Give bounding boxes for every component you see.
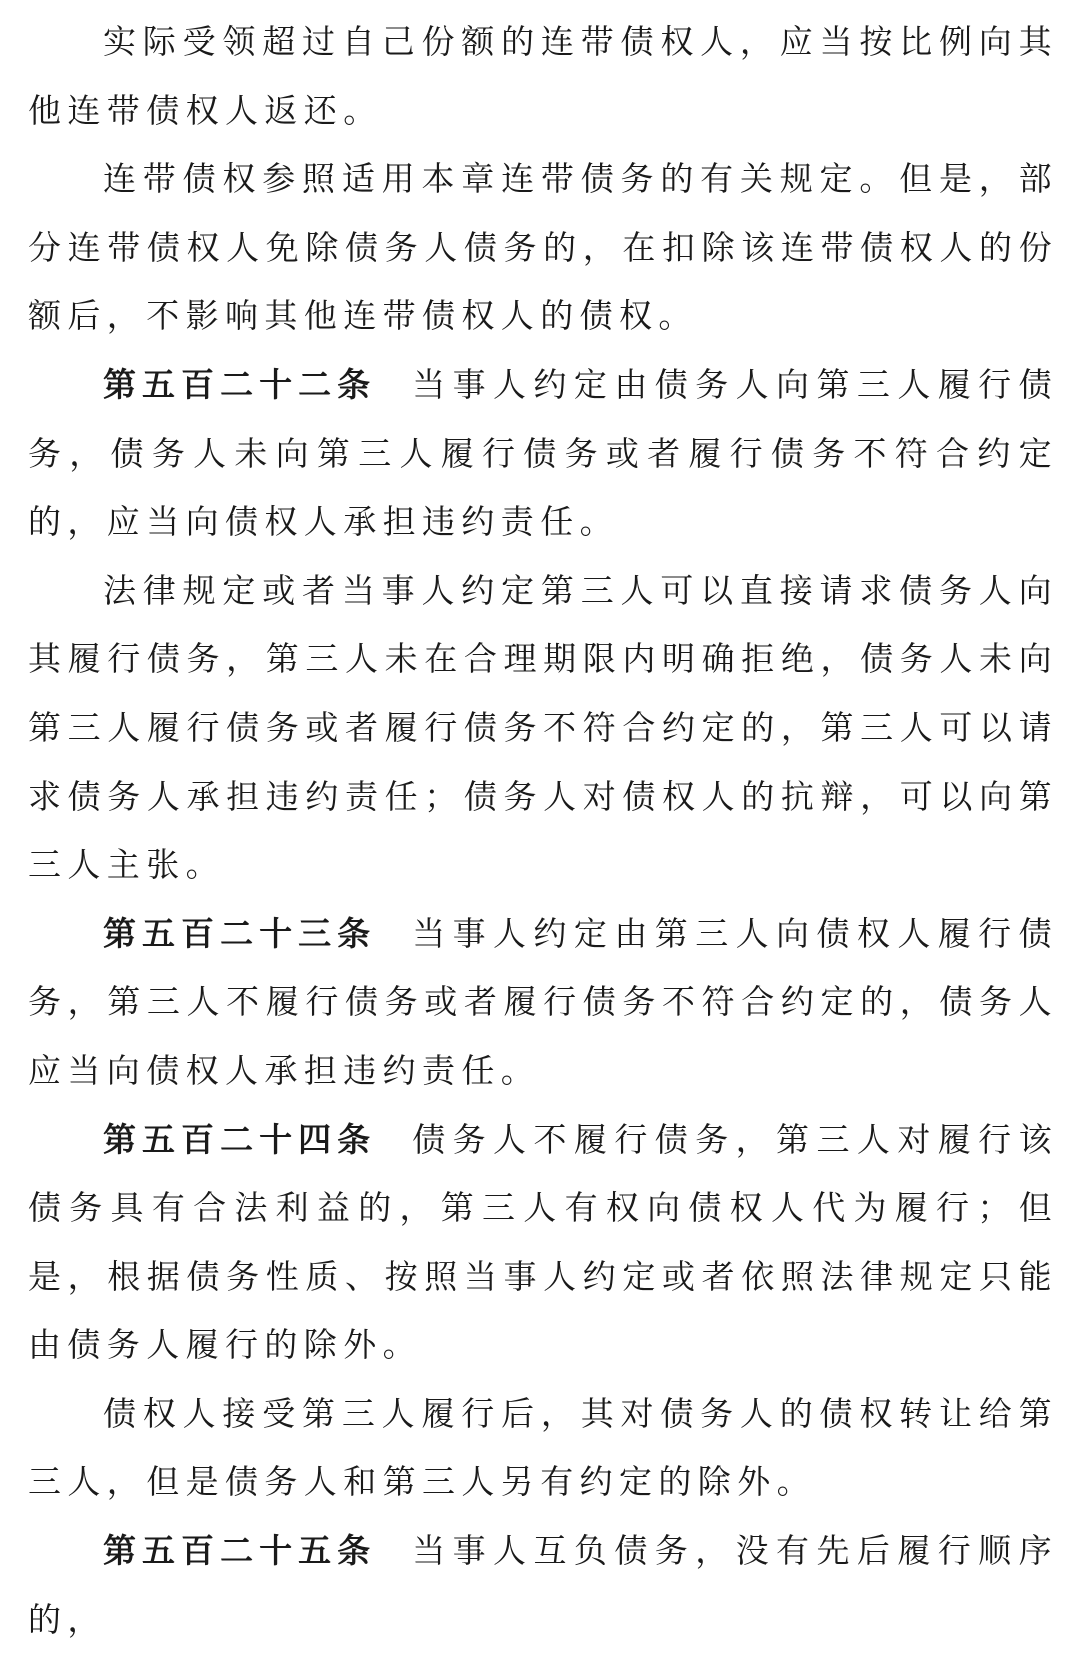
article-number: 第五百二十二条 [103, 364, 377, 404]
paragraph [28, 1106, 1058, 1380]
paragraph-text: 实际受领超过自己份额的连带债权人，应当按比例向其他连带债权人返还。 [28, 22, 1058, 130]
paragraph [28, 145, 1058, 351]
paragraph [28, 557, 1058, 900]
paragraph-text: 债务人不履行债务，第三人对履行该债务具有合法利益的，第三人有权向债权人代为履行；但是，根据债务性质、按照当事人约定或者依照法律规定只能由债务人履行的除外。 [28, 1119, 1059, 1365]
article-number: 第五百二十五条 [103, 1531, 377, 1571]
paragraph [28, 900, 1058, 1106]
paragraph-text: 连带债权参照适用本章连带债务的有关规定。但是，部分连带债权人免除债务人债务的，在扣除该连带债权人的份额后，不影响其他连带债权人的债权。 [28, 159, 1058, 336]
paragraph [28, 1380, 1058, 1517]
article-number: 第五百二十四条 [103, 1119, 377, 1159]
paragraph-text: 法律规定或者当事人约定第三人可以直接请求债务人向其履行债务，第三人未在合理期限内明确拒绝，债务人未向第三人履行债务或者履行债务不符合约定的，第三人可以请求债务人承担违约责任；债务人对债权人的抗辩，可以向第三人主张。 [28, 570, 1058, 885]
paragraph [28, 351, 1058, 557]
paragraph [28, 8, 1058, 145]
paragraph [28, 1517, 1058, 1654]
paragraph-text: 债权人接受第三人履行后，其对债务人的债权转让给第三人，但是债务人和第三人另有约定的除外。 [28, 1393, 1058, 1502]
document-page [28, 8, 1058, 1654]
paragraph-text: 当事人约定由债务人向第三人履行债务，债务人未向第三人履行债务或者履行债务不符合约定的，应当向债权人承担违约责任。 [28, 364, 1059, 542]
paragraph-text: 当事人互负债务，没有先后履行顺序的， [28, 1531, 1059, 1639]
article-number: 第五百二十三条 [103, 913, 377, 953]
paragraph-text: 当事人约定由第三人向债权人履行债务，第三人不履行债务或者履行债务不符合约定的，债务人应当向债权人承担违约责任。 [28, 913, 1059, 1090]
